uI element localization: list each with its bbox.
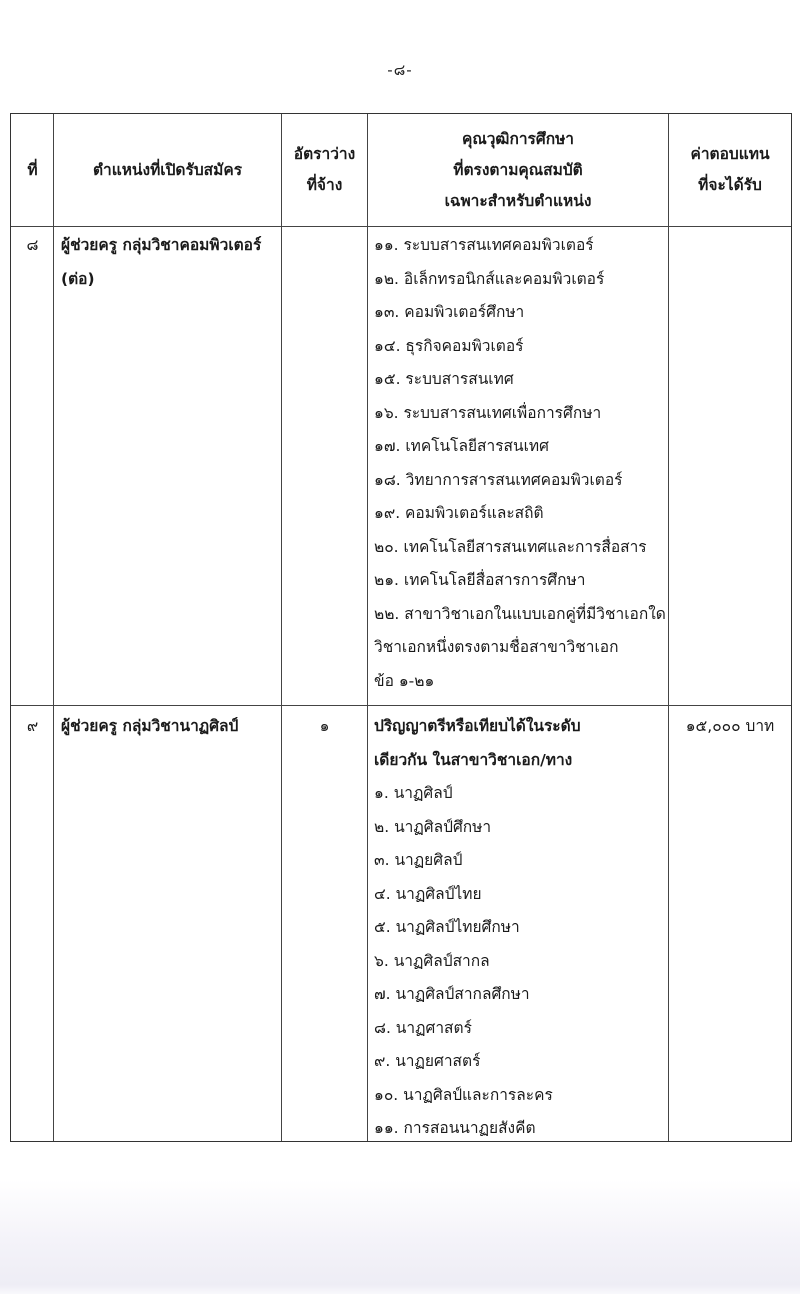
positions-table bbox=[10, 113, 792, 1142]
qualification-item: ๖. นาฏศิลป์สากล bbox=[374, 951, 490, 970]
row-9-vacancy: ๑ bbox=[319, 717, 330, 735]
header-vacancy-line1: อัตราว่าง bbox=[293, 145, 356, 163]
header-compensation-line2: ที่จะได้รับ bbox=[698, 176, 762, 194]
qualification-item: ๒๒. สาขาวิชาเอกในแบบเอกคู่ที่มีวิชาเอกใด bbox=[374, 604, 666, 623]
header-qualification-line2: ที่ตรงตามคุณสมบัติ bbox=[453, 160, 583, 179]
qualification-item: ๑๕. ระบบสารสนเทศ bbox=[374, 370, 514, 388]
row-divider bbox=[11, 705, 791, 706]
header-qualification-line1: คุณวุฒิการศึกษา bbox=[461, 129, 574, 148]
row-8-position-line1: ผู้ช่วยครู กลุ่มวิชาคอมพิวเตอร์ bbox=[61, 236, 262, 254]
header-compensation-line1: ค่าตอบแทน bbox=[690, 145, 770, 163]
row-9-qualifications bbox=[374, 710, 668, 1146]
column-divider bbox=[668, 114, 669, 1141]
qualification-item: ๑๐. นาฏศิลป์และการละคร bbox=[374, 1085, 553, 1104]
qualification-item: ๒. นาฏศิลป์ศึกษา bbox=[374, 817, 492, 836]
qualification-item: ๑๗. เทคโนโลยีสารสนเทศ bbox=[374, 437, 549, 455]
qualification-item: ๑๙. คอมพิวเตอร์และสถิติ bbox=[374, 504, 544, 522]
row-9-position bbox=[61, 710, 281, 744]
header-qualification-line3: เฉพาะสำหรับตำแหน่ง bbox=[444, 191, 592, 210]
qualification-item: ๑๑. ระบบสารสนเทศคอมพิวเตอร์ bbox=[374, 236, 594, 254]
row-9-compensation: ๑๕,๐๐๐ บาท bbox=[685, 717, 775, 735]
header-qualification bbox=[368, 114, 668, 226]
header-vacancy-line2: ที่จ้าง bbox=[306, 176, 343, 194]
page-number: -๘- bbox=[387, 61, 413, 79]
header-compensation bbox=[669, 114, 791, 226]
header-position bbox=[54, 114, 281, 226]
header-no bbox=[11, 114, 54, 226]
qualification-item: ๑. นาฏศิลป์ bbox=[374, 784, 453, 802]
qualification-item: ๒๐. เทคโนโลยีสารสนเทศและการสื่อสาร bbox=[374, 537, 647, 556]
qualification-heading-line2: เดียวกัน ในสาขาวิชาเอก/ทาง bbox=[374, 750, 573, 769]
column-divider bbox=[367, 114, 368, 1141]
row-8-no: ๘ bbox=[26, 236, 39, 254]
row-9-position-line1: ผู้ช่วยครู กลุ่มวิชานาฏศิลป์ bbox=[61, 717, 239, 735]
qualification-item: วิชาเอกหนึ่งตรงตามชื่อสาขาวิชาเอก bbox=[374, 638, 619, 656]
qualification-item: ข้อ ๑-๒๑ bbox=[374, 671, 435, 690]
qualification-heading-line1: ปริญญาตรีหรือเทียบได้ในระดับ bbox=[374, 717, 581, 735]
qualification-item: ๓. นาฏยศิลป์ bbox=[374, 851, 463, 869]
qualification-item: ๙. นาฏยศาสตร์ bbox=[374, 1052, 481, 1070]
row-8-position bbox=[61, 229, 281, 296]
header-position-label: ตำแหน่งที่เปิดรับสมัคร bbox=[92, 160, 243, 179]
header-vacancy bbox=[282, 114, 367, 226]
qualification-item: ๑๑. การสอนนาฏยสังคีต bbox=[374, 1119, 536, 1137]
qualification-item: ๘. นาฏศาสตร์ bbox=[374, 1018, 472, 1037]
qualification-item: ๑๓. คอมพิวเตอร์ศึกษา bbox=[374, 303, 525, 321]
qualification-item: ๑๖. ระบบสารสนเทศเพื่อการศึกษา bbox=[374, 403, 602, 422]
qualification-item: ๒๑. เทคโนโลยีสื่อสารการศึกษา bbox=[374, 571, 586, 589]
qualification-item: ๑๒. อิเล็กทรอนิกส์และคอมพิวเตอร์ bbox=[374, 269, 605, 288]
column-divider bbox=[53, 114, 54, 1141]
qualification-item: ๔. นาฏศิลป์ไทย bbox=[374, 884, 482, 903]
row-8-qualifications bbox=[374, 229, 668, 698]
header-no-label: ที่ bbox=[27, 160, 38, 179]
row-8-position-line2: (ต่อ) bbox=[61, 269, 95, 288]
row-9-no: ๙ bbox=[26, 717, 39, 735]
header-divider bbox=[11, 226, 791, 227]
qualification-item: ๗. นาฏศิลป์สากลศึกษา bbox=[374, 985, 530, 1003]
qualification-item: ๕. นาฏศิลป์ไทยศึกษา bbox=[374, 918, 520, 936]
qualification-item: ๑๔. ธุรกิจคอมพิวเตอร์ bbox=[374, 336, 524, 355]
qualification-item: ๑๘. วิทยาการสารสนเทศคอมพิวเตอร์ bbox=[374, 470, 623, 489]
column-divider bbox=[281, 114, 282, 1141]
